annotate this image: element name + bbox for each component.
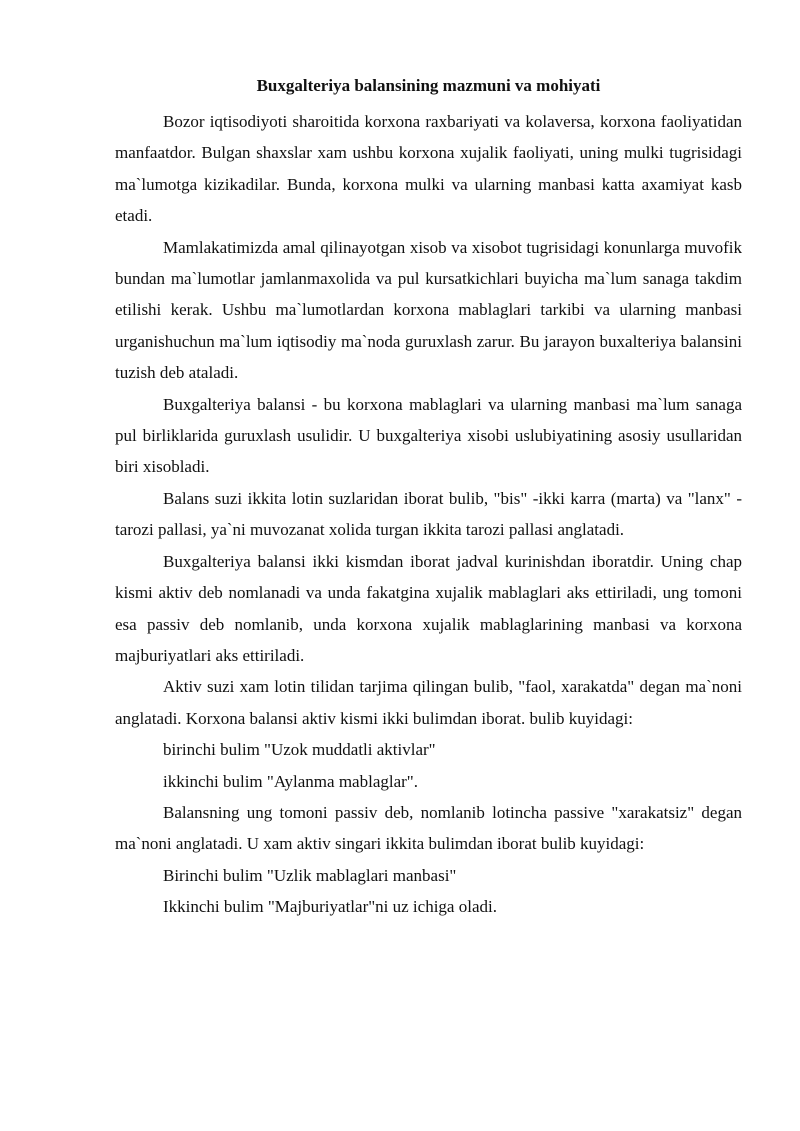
list-item: birinchi bulim "Uzok muddatli aktivlar" [163,740,436,760]
document-page [115,70,742,923]
paragraph: Buxgalteriya balansi - bu korxona mablaglari va ularning manbasi ma`lum sanaga pul birliklarida guruxlash usulidir. U buxgalteriya xisobi uslubiyatining asosiy usullaridan biri xisobladi. [115,394,742,477]
paragraph: Aktiv suzi xam lotin tilidan tarjima qilingan bulib, "faol, xarakatda" degan ma`noni anglatadi. Korxona balansi aktiv kismi ikki bulimdan iborat. bulib kuyidagi: [115,677,742,728]
paragraph: Bozor iqtisodiyoti sharoitida korxona raxbariyati va kolaversa, korxona faoliyatidan manfaatdor. Bulgan shaxslar xam ushbu korxona xujalik faoliyati, uning mulki tugrisidagi ma`lumotga kizikadilar. Bunda, korxona mulki va ularning manbasi katta axamiyat kasb etadi. [115,112,742,226]
paragraph: Buxgalteriya balansi ikki kismdan iborat jadval kurinishdan iboratdir. Uning chap kismi aktiv deb nomlanadi va unda fakatgina xujalik mablaglari aks ettiriladi, ung tomoni esa passiv deb nomlanib, unda korxona xujalik mablaglarining manbasi va korxona majburiyatlari aks ettiriladi. [115,551,742,665]
list-item: Ikkinchi bulim "Majburiyatlar"ni uz ichiga oladi. [163,897,497,917]
document-title: Buxgalteriya balansining mazmuni va mohiyati [256,76,601,95]
paragraph: Balans suzi ikkita lotin suzlaridan iborat bulib, "bis" -ikki karra (marta) va "lanx" -tarozi pallasi, ya`ni muvozanat xolida turgan ikkita tarozi pallasi anglatadi. [115,488,742,540]
list-item: Birinchi bulim "Uzlik mablaglari manbasi" [163,865,457,885]
paragraph: Balansning ung tomoni passiv deb, nomlanib lotincha passive "xarakatsiz" degan ma`noni anglatadi. U xam aktiv singari ikkita bulimdan iborat bulib kuyidagi: [115,802,742,854]
list-item: ikkinchi bulim "Aylanma mablaglar". [163,771,418,791]
paragraph: Mamlakatimizda amal qilinayotgan xisob va xisobot tugrisidagi konunlarga muvofik bundan ma`lumotlar jamlanmaxolida va pul kursatkichlari buyicha ma`lum sanaga takdim etilishi kerak. Ushbu ma`lumotlardan korxona mablaglari tarkibi va ularning manbasi urganishuchun ma`lum iqtisodiy ma`noda guruxlash zarur. Bu jarayon buxalteriya balansini tuzish deb ataladi. [115,237,742,383]
